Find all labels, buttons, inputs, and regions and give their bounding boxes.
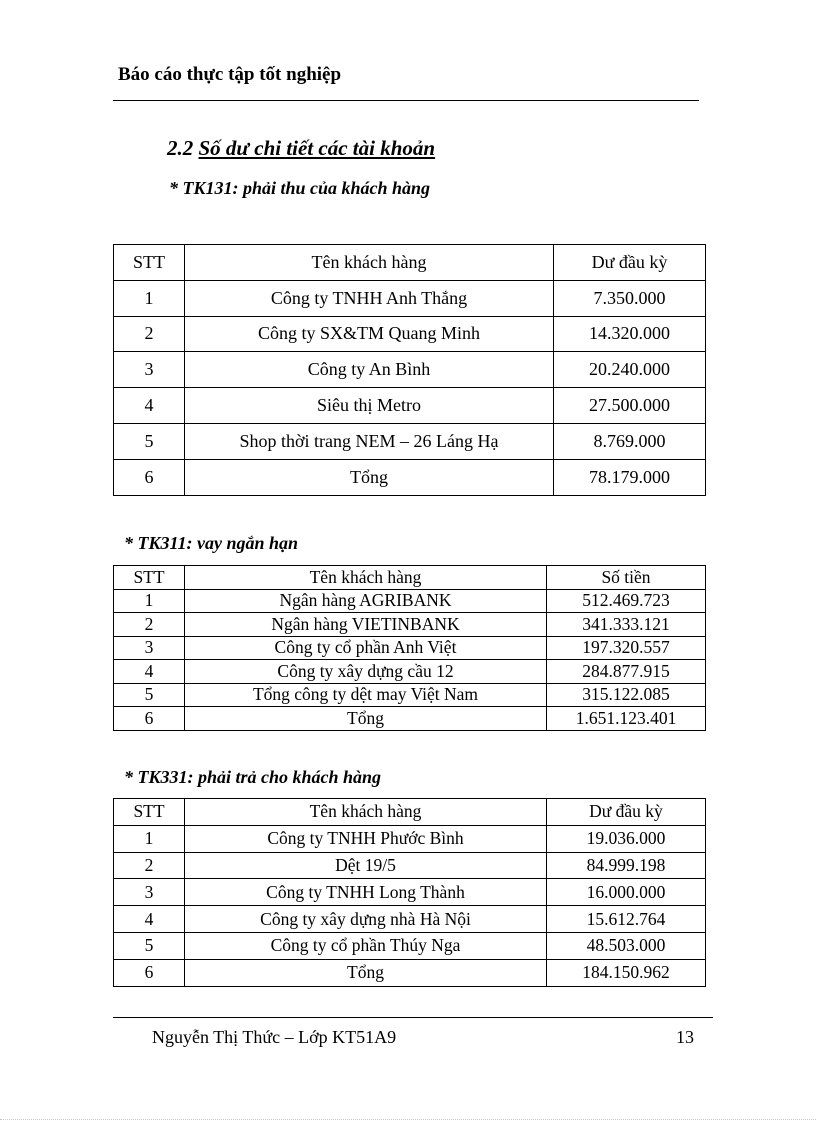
customer-name-cell: Công ty cổ phần Thúy Nga (185, 932, 547, 959)
table-row (114, 459, 706, 495)
section-title: Số dư chi tiết các tài khoản (198, 136, 436, 160)
stt-cell: 2 (114, 613, 185, 637)
customer-name-cell: Công ty TNHH Anh Thắng (185, 280, 554, 316)
amount-cell: 15.612.764 (547, 906, 706, 933)
table-row (114, 959, 706, 986)
table-row (114, 589, 706, 613)
column-header: Dư đầu kỳ (554, 245, 706, 281)
customer-name-cell: Tổng (185, 959, 547, 986)
page-header-title: Báo cáo thực tập tốt nghiệp (118, 64, 342, 85)
stt-cell: 6 (114, 459, 185, 495)
stt-cell: 2 (114, 852, 185, 879)
amount-cell: 512.469.723 (547, 589, 706, 613)
customer-name-cell: Công ty xây dựng nhà Hà Nội (185, 906, 547, 933)
table-header-row (114, 799, 706, 826)
stt-cell: 1 (114, 589, 185, 613)
table-row (114, 879, 706, 906)
column-header: Tên khách hàng (185, 799, 547, 826)
table-row (114, 613, 706, 637)
customer-name-cell: Công ty TNHH Long Thành (185, 879, 547, 906)
customer-name-cell: Ngân hàng VIETINBANK (185, 613, 547, 637)
table-row (114, 683, 706, 707)
table-row (114, 852, 706, 879)
amount-cell: 14.320.000 (554, 316, 706, 352)
stt-cell: 3 (114, 879, 185, 906)
page-bottom-edge (0, 1119, 816, 1120)
tk331-heading: * TK331: phải trả cho khách hàng (124, 767, 382, 787)
table-row (114, 932, 706, 959)
table-row (114, 825, 706, 852)
section-number: 2.2 (167, 136, 194, 160)
page-number: 13 (676, 1027, 694, 1047)
table-row (114, 352, 706, 388)
amount-cell: 84.999.198 (547, 852, 706, 879)
customer-name-cell: Công ty An Bình (185, 352, 554, 388)
table-row (114, 388, 706, 424)
tk131-table (113, 244, 706, 496)
column-header: STT (114, 245, 185, 281)
table-row (114, 660, 706, 684)
table-row (114, 906, 706, 933)
stt-cell: 5 (114, 683, 185, 707)
customer-name-cell: Tổng (185, 459, 554, 495)
column-header: Tên khách hàng (185, 566, 547, 590)
table-row (114, 707, 706, 731)
column-header: STT (114, 566, 185, 590)
column-header: STT (114, 799, 185, 826)
amount-cell: 48.503.000 (547, 932, 706, 959)
customer-name-cell: Dệt 19/5 (185, 852, 547, 879)
table-row (114, 316, 706, 352)
column-header: Dư đầu kỳ (547, 799, 706, 826)
footer-divider (113, 1017, 713, 1018)
stt-cell: 2 (114, 316, 185, 352)
stt-cell: 6 (114, 959, 185, 986)
tk311-heading: * TK311: vay ngắn hạn (124, 533, 299, 553)
amount-cell: 19.036.000 (547, 825, 706, 852)
amount-cell: 27.500.000 (554, 388, 706, 424)
stt-cell: 6 (114, 707, 185, 731)
stt-cell: 5 (114, 423, 185, 459)
column-header: Số tiền (547, 566, 706, 590)
customer-name-cell: Công ty xây dựng cầu 12 (185, 660, 547, 684)
stt-cell: 3 (114, 636, 185, 660)
table-row (114, 280, 706, 316)
table-header-row (114, 566, 706, 590)
amount-cell: 1.651.123.401 (547, 707, 706, 731)
amount-cell: 341.333.121 (547, 613, 706, 637)
tk311-table (113, 565, 706, 731)
customer-name-cell: Shop thời trang NEM – 26 Láng Hạ (185, 423, 554, 459)
customer-name-cell: Công ty cổ phần Anh Việt (185, 636, 547, 660)
amount-cell: 7.350.000 (554, 280, 706, 316)
amount-cell: 284.877.915 (547, 660, 706, 684)
tk331-table (113, 798, 706, 987)
footer-author: Nguyễn Thị Thức – Lớp KT51A9 (152, 1027, 397, 1047)
amount-cell: 16.000.000 (547, 879, 706, 906)
table-row (114, 636, 706, 660)
stt-cell: 3 (114, 352, 185, 388)
stt-cell: 1 (114, 825, 185, 852)
customer-name-cell: Tổng công ty dệt may Việt Nam (185, 683, 547, 707)
table-header-row (114, 245, 706, 281)
amount-cell: 184.150.962 (547, 959, 706, 986)
tk131-heading: * TK131: phải thu của khách hàng (169, 178, 431, 198)
header-divider (113, 100, 699, 101)
column-header: Tên khách hàng (185, 245, 554, 281)
customer-name-cell: Công ty TNHH Phước Bình (185, 825, 547, 852)
customer-name-cell: Siêu thị Metro (185, 388, 554, 424)
customer-name-cell: Ngân hàng AGRIBANK (185, 589, 547, 613)
amount-cell: 8.769.000 (554, 423, 706, 459)
stt-cell: 5 (114, 932, 185, 959)
stt-cell: 1 (114, 280, 185, 316)
stt-cell: 4 (114, 660, 185, 684)
amount-cell: 20.240.000 (554, 352, 706, 388)
customer-name-cell: Công ty SX&TM Quang Minh (185, 316, 554, 352)
amount-cell: 78.179.000 (554, 459, 706, 495)
table-row (114, 423, 706, 459)
amount-cell: 197.320.557 (547, 636, 706, 660)
stt-cell: 4 (114, 388, 185, 424)
section-heading (167, 136, 435, 161)
amount-cell: 315.122.085 (547, 683, 706, 707)
customer-name-cell: Tổng (185, 707, 547, 731)
stt-cell: 4 (114, 906, 185, 933)
